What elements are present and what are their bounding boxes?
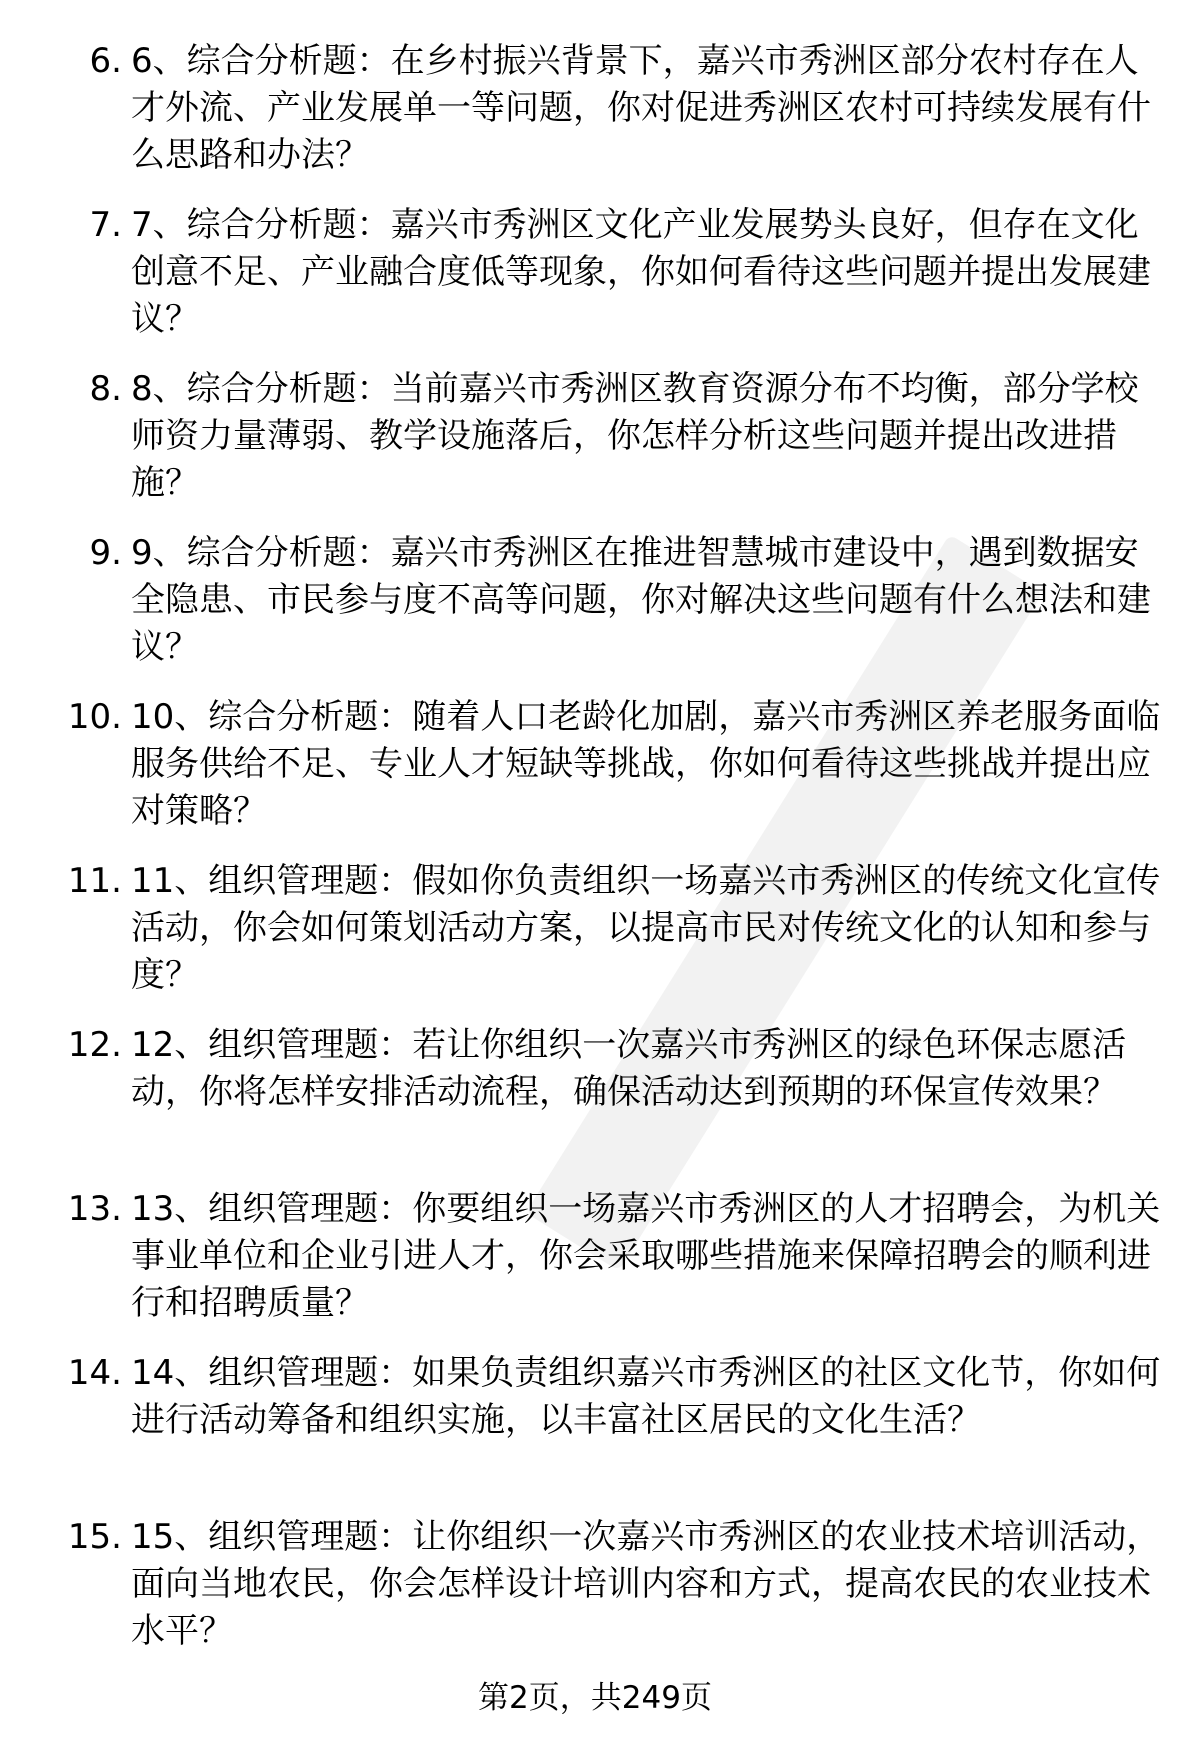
question-number: 12. xyxy=(67,1025,122,1065)
question-text: 8、综合分析题：当前嘉兴市秀洲区教育资源分布不均衡，部分学校师资力量薄弱、教学设施落后，你怎样分析这些问题并提出改进措施？ xyxy=(131,369,1139,503)
question-number: 6. xyxy=(89,41,122,81)
question-item-11 xyxy=(0,858,1190,1022)
question-number: 15. xyxy=(67,1517,122,1557)
question-item-14 xyxy=(0,1350,1190,1514)
question-number: 8. xyxy=(89,369,122,409)
question-text: 15、组织管理题：让你组织一次嘉兴市秀洲区的农业技术培训活动，面向当地农民，你会怎样设计培训内容和方式，提高农民的农业技术水平？ xyxy=(131,1517,1161,1651)
question-text: 13、组织管理题：你要组织一场嘉兴市秀洲区的人才招聘会，为机关事业单位和企业引进人才，你会采取哪些措施来保障招聘会的顺利进行和招聘质量？ xyxy=(131,1189,1161,1323)
question-item-15 xyxy=(0,1514,1190,1678)
question-list xyxy=(0,38,1190,1678)
question-item-6 xyxy=(0,38,1190,202)
question-item-7 xyxy=(0,202,1190,366)
question-item-8 xyxy=(0,366,1190,530)
question-item-12 xyxy=(0,1022,1190,1186)
question-text: 11、组织管理题：假如你负责组织一场嘉兴市秀洲区的传统文化宣传活动，你会如何策划活动方案，以提高市民对传统文化的认知和参与度？ xyxy=(131,861,1161,995)
question-item-13 xyxy=(0,1186,1190,1350)
question-item-9 xyxy=(0,530,1190,694)
question-text: 10、综合分析题：随着人口老龄化加剧，嘉兴市秀洲区养老服务面临服务供给不足、专业人才短缺等挑战，你如何看待这些挑战并提出应对策略？ xyxy=(131,697,1161,831)
question-text: 14、组织管理题：如果负责组织嘉兴市秀洲区的社区文化节，你如何进行活动筹备和组织实施，以丰富社区居民的文化生活？ xyxy=(131,1353,1161,1440)
question-number: 10. xyxy=(67,697,122,737)
question-number: 13. xyxy=(67,1189,122,1229)
question-number: 7. xyxy=(89,205,122,245)
page-number-footer: 第2页，共249页 xyxy=(478,1680,712,1716)
question-number: 11. xyxy=(67,861,122,901)
question-number: 14. xyxy=(67,1353,122,1393)
question-number: 9. xyxy=(89,533,122,573)
question-text: 9、综合分析题：嘉兴市秀洲区在推进智慧城市建设中，遇到数据安全隐患、市民参与度不高等问题，你对解决这些问题有什么想法和建议？ xyxy=(131,533,1151,667)
question-text: 12、组织管理题：若让你组织一次嘉兴市秀洲区的绿色环保志愿活动，你将怎样安排活动流程，确保活动达到预期的环保宣传效果？ xyxy=(131,1025,1127,1112)
question-text: 7、综合分析题：嘉兴市秀洲区文化产业发展势头良好，但存在文化创意不足、产业融合度低等现象，你如何看待这些问题并提出发展建议？ xyxy=(131,205,1151,339)
question-item-10 xyxy=(0,694,1190,858)
question-text: 6、综合分析题：在乡村振兴背景下，嘉兴市秀洲区部分农村存在人才外流、产业发展单一等问题，你对促进秀洲区农村可持续发展有什么思路和办法？ xyxy=(131,41,1151,175)
